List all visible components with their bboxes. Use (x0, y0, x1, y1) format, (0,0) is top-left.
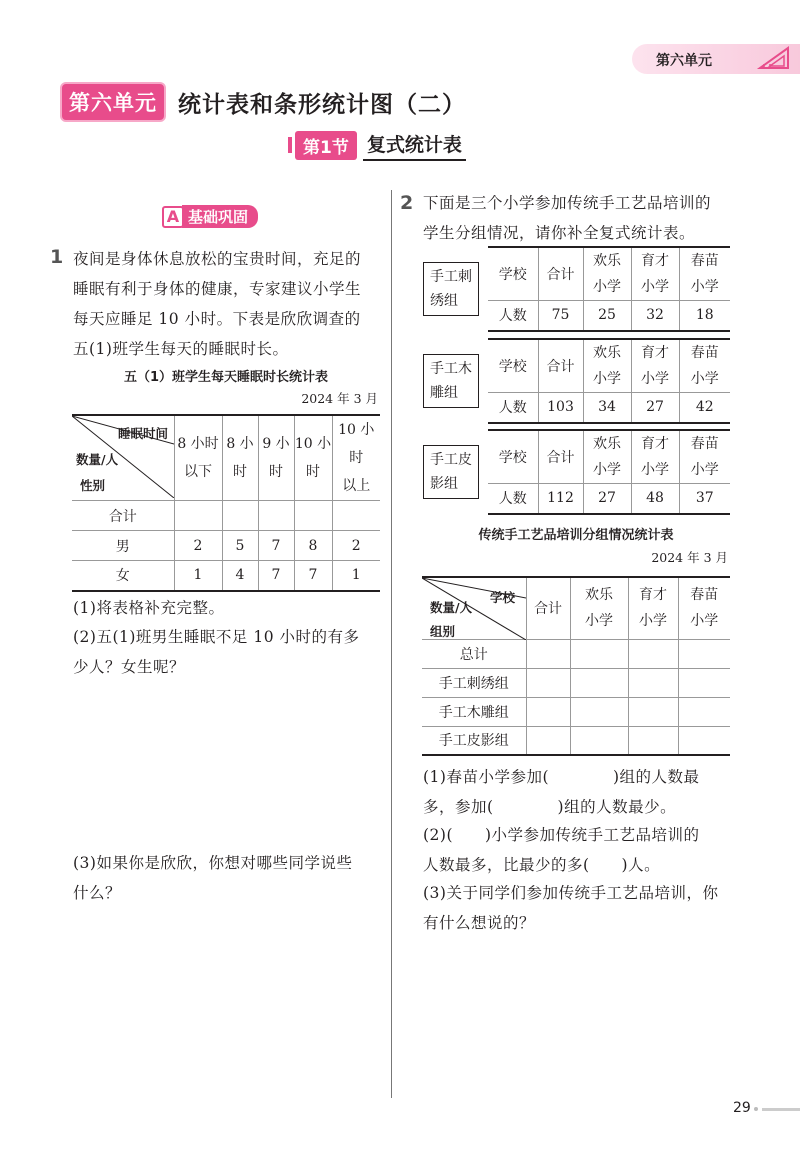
table-cell: 1 (332, 561, 380, 591)
blank-cell[interactable] (678, 697, 730, 726)
table-row (422, 639, 730, 668)
table-row (72, 531, 380, 561)
header-cell: 学校 (488, 247, 538, 301)
group-table (488, 429, 730, 515)
column-divider (391, 190, 392, 1098)
header-cell: 合计 (538, 247, 583, 301)
blank-cell[interactable] (294, 501, 332, 531)
table-cell: 7 (294, 561, 332, 591)
sub-line: 有什么想说的？ (423, 914, 536, 932)
table-cell: 1 (174, 561, 222, 591)
page-number: 29 (733, 1100, 751, 1116)
col-line: 9 小 (262, 436, 290, 452)
group-name-line: 手工木 (430, 361, 472, 377)
blank-cell[interactable] (678, 639, 730, 668)
q2-sub1 (423, 762, 753, 822)
blank-cell[interactable] (526, 639, 570, 668)
table-cell: 27 (631, 393, 679, 423)
sub-line: (1)春苗小学参加( )组的人数最 (423, 768, 700, 786)
row-label: 总计 (422, 639, 526, 668)
table-row (72, 501, 380, 531)
group-label-box (423, 354, 479, 408)
corner-label-top: 睡眠时间 (118, 426, 169, 441)
group-name-line: 绣组 (430, 293, 458, 309)
header-cell: 育才小学 (631, 339, 679, 393)
group-name-line: 手工刺 (430, 269, 472, 285)
table-corner-cell (72, 415, 174, 501)
table-cell: 32 (631, 301, 679, 331)
table-cell: 75 (538, 301, 583, 331)
column-header: 合计 (526, 577, 570, 639)
question-number: 1 (50, 246, 64, 268)
sub-line: 人数最多，比最少的多( )人。 (423, 856, 661, 874)
page-dot (754, 1107, 758, 1111)
practice-badge (162, 205, 258, 228)
group-table (488, 246, 730, 332)
row-label: 合计 (72, 501, 174, 531)
group-label-box (423, 262, 479, 316)
table-cell: 18 (679, 301, 730, 331)
table-cell: 8 (294, 531, 332, 561)
table-cell: 2 (174, 531, 222, 561)
page-line (762, 1108, 800, 1111)
column-header (332, 415, 380, 501)
row-label: 男 (72, 531, 174, 561)
row-label: 人数 (488, 393, 538, 423)
column-header: 春苗小学 (678, 577, 730, 639)
header-cell: 育才小学 (631, 430, 679, 484)
q2-line: 学生分组情况，请你补全复式统计表。 (423, 224, 696, 242)
section-title: 复式统计表 (363, 130, 466, 161)
blank-cell[interactable] (628, 668, 678, 697)
blank-cell[interactable] (332, 501, 380, 531)
blank-cell[interactable] (570, 697, 628, 726)
column-header: 欢乐小学 (570, 577, 628, 639)
header-cell: 学校 (488, 339, 538, 393)
col-line: 8 小 (226, 436, 254, 452)
group-name-line: 雕组 (430, 385, 458, 401)
q2-text (423, 188, 743, 248)
row-label: 手工木雕组 (422, 697, 526, 726)
practice-letter: A (162, 206, 184, 228)
header-cell: 育才小学 (631, 247, 679, 301)
table-date: 2024 年 3 月 (301, 391, 378, 406)
header-cell: 欢乐小学 (583, 247, 631, 301)
q2-sub3 (423, 878, 753, 938)
col-line: 10 小 (294, 436, 332, 452)
table-cell: 34 (583, 393, 631, 423)
blank-cell[interactable] (628, 697, 678, 726)
column-header: 育才小学 (628, 577, 678, 639)
col-line: 10 小时 (338, 422, 375, 466)
blank-cell[interactable] (526, 697, 570, 726)
blank-cell[interactable] (628, 639, 678, 668)
table-cell: 7 (258, 561, 294, 591)
ruler-triangle-icon (756, 46, 792, 74)
table-row (72, 561, 380, 591)
blank-cell[interactable] (570, 639, 628, 668)
row-label: 女 (72, 561, 174, 591)
practice-label: 基础巩固 (182, 205, 258, 228)
group-name-line: 手工皮 (430, 452, 472, 468)
group-name-line: 影组 (430, 476, 458, 492)
corner-label-bottom: 组别 (430, 624, 456, 639)
corner-label-bottom: 性别 (80, 478, 106, 493)
col-line: 时 (233, 464, 247, 480)
table-cell: 37 (679, 484, 730, 514)
q1-line: 五(1)班学生每天的睡眠时长。 (73, 340, 289, 358)
section-badge: 第1节 (295, 131, 357, 160)
row-label: 人数 (488, 484, 538, 514)
corner-label-top: 学校 (490, 590, 516, 605)
header-cell: 春苗小学 (679, 339, 730, 393)
header-cell: 春苗小学 (679, 430, 730, 484)
table-cell: 112 (538, 484, 583, 514)
q1-line: 睡眠有利于身体的健康，专家建议小学生 (73, 280, 362, 298)
blank-cell[interactable] (570, 726, 628, 755)
page-title: 统计表和条形统计图（二） (178, 91, 466, 118)
blank-cell[interactable] (628, 726, 678, 755)
blank-cell[interactable] (174, 501, 222, 531)
blank-cell[interactable] (258, 501, 294, 531)
column-header (258, 415, 294, 501)
table-row (422, 697, 730, 726)
header-cell: 学校 (488, 430, 538, 484)
col-line: 8 小时 (177, 436, 219, 452)
sub-line: 多，参加( )组的人数最少。 (423, 798, 677, 816)
sub-line: (3)关于同学们参加传统手工艺品培训，你 (423, 884, 719, 902)
column-header (222, 415, 258, 501)
row-label: 手工刺绣组 (422, 668, 526, 697)
header-cell: 欢乐小学 (583, 430, 631, 484)
sub-line: (2)( )小学参加传统手工艺品培训的 (423, 826, 700, 844)
table-date: 2024 年 3 月 (651, 550, 728, 565)
table-title: 传统手工艺品培训分组情况统计表 (478, 528, 674, 543)
unit-tag (632, 44, 800, 74)
table-cell: 7 (258, 531, 294, 561)
table-cell: 25 (583, 301, 631, 331)
craft-table (422, 576, 730, 756)
unit-badge: 第六单元 (60, 82, 166, 122)
col-line: 时 (306, 464, 320, 480)
header-cell: 春苗小学 (679, 247, 730, 301)
blank-cell[interactable] (570, 668, 628, 697)
table-cell: 2 (332, 531, 380, 561)
section-bar (288, 137, 292, 153)
corner-label-middle: 数量/人 (430, 600, 473, 615)
blank-cell[interactable] (222, 501, 258, 531)
sub-line: 少人？女生呢？ (73, 658, 186, 676)
table-cell: 27 (583, 484, 631, 514)
column-header (294, 415, 332, 501)
col-line: 以下 (184, 464, 212, 480)
header-cell: 合计 (538, 430, 583, 484)
sub-line: 什么？ (73, 884, 122, 902)
group-label-box (423, 445, 479, 499)
column-header (174, 415, 222, 501)
table-cell: 42 (679, 393, 730, 423)
col-line: 以上 (342, 478, 371, 494)
table-cell: 48 (631, 484, 679, 514)
table-corner-cell (422, 577, 526, 639)
table-cell: 103 (538, 393, 583, 423)
table-cell: 5 (222, 531, 258, 561)
col-line: 时 (269, 464, 283, 480)
unit-tag-text: 第六单元 (656, 53, 712, 69)
q1-sub1: (1)将表格补充完整。 (73, 599, 225, 617)
q1-sub2 (73, 622, 388, 682)
table-cell: 4 (222, 561, 258, 591)
question-number: 2 (400, 192, 414, 214)
sub-line: (3)如果你是欣欣，你想对哪些同学说些 (73, 854, 353, 872)
blank-cell[interactable] (678, 668, 730, 697)
sleep-table (72, 414, 380, 592)
table-title: 五（1）班学生每天睡眠时长统计表 (123, 370, 329, 385)
corner-label-middle: 数量/人 (76, 452, 119, 467)
q2-sub2 (423, 820, 753, 880)
row-label: 手工皮影组 (422, 726, 526, 755)
header-cell: 欢乐小学 (583, 339, 631, 393)
blank-cell[interactable] (526, 668, 570, 697)
q1-sub3 (73, 848, 388, 908)
group-table (488, 338, 730, 424)
unit-title (60, 84, 466, 120)
q2-line: 下面是三个小学参加传统手工艺品培训的 (423, 194, 712, 212)
section-heading (288, 130, 466, 160)
q1-line: 每天应睡足 10 小时。下表是欣欣调查的 (73, 310, 361, 328)
q1-text (73, 244, 388, 364)
table-row (422, 668, 730, 697)
blank-cell[interactable] (526, 726, 570, 755)
row-label: 人数 (488, 301, 538, 331)
sub-line: (2)五(1)班男生睡眠不足 10 小时的有多 (73, 628, 360, 646)
q1-line: 夜间是身体休息放松的宝贵时间，充足的 (73, 250, 362, 268)
header-cell: 合计 (538, 339, 583, 393)
table-row (422, 726, 730, 755)
blank-cell[interactable] (678, 726, 730, 755)
